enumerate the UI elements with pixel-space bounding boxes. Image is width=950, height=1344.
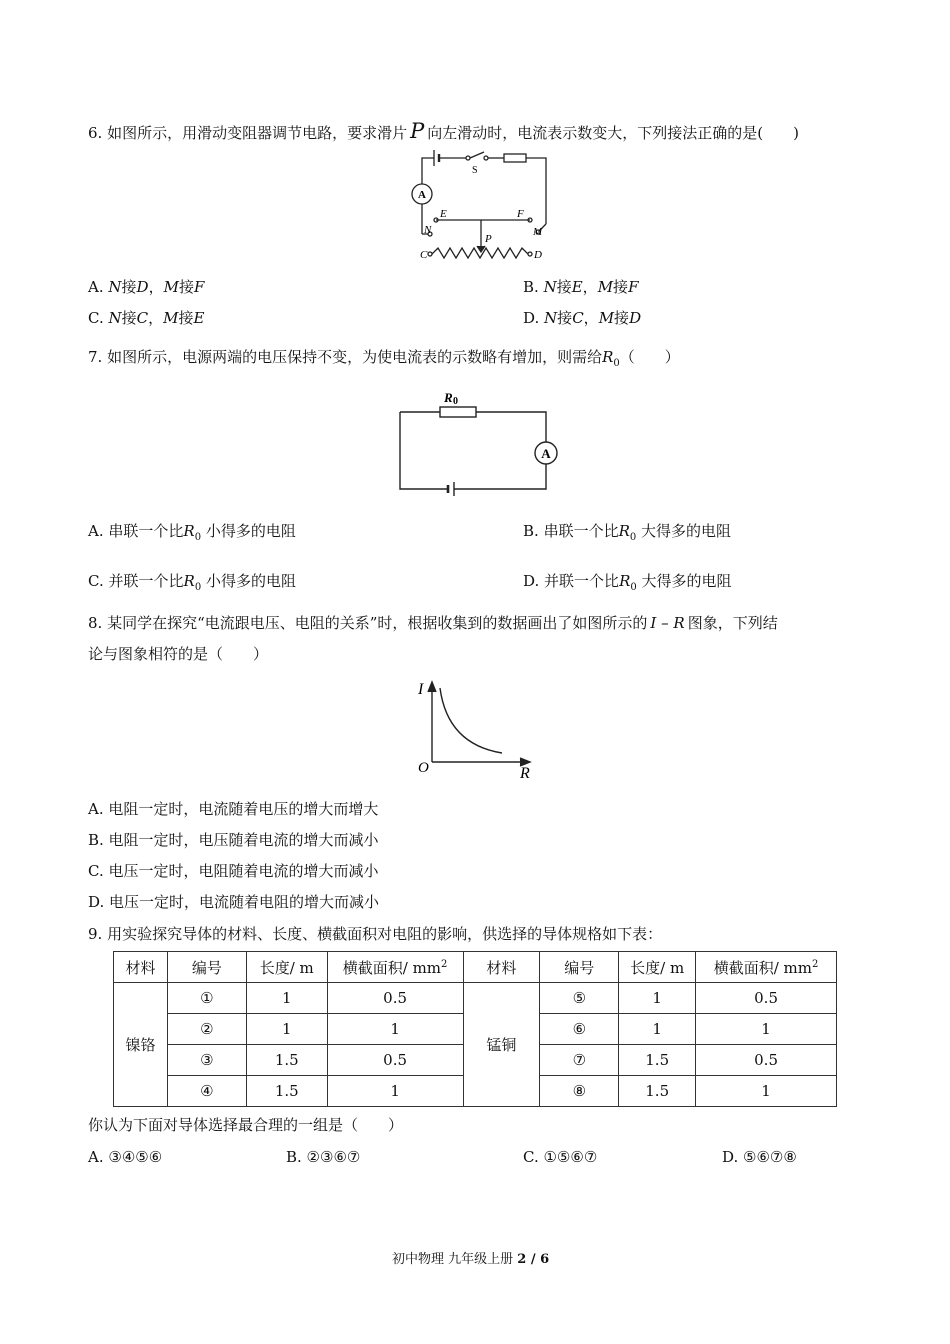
q8-stem-line2: 论与图象相符的是（ ） bbox=[88, 645, 269, 663]
material-manganin: 锰铜 bbox=[463, 983, 540, 1107]
table-row bbox=[114, 983, 837, 1014]
q8-option-d[interactable]: D. 电压一定时，电流随着电阻的增大而减小 bbox=[88, 893, 380, 911]
q6-fig-c: C bbox=[420, 249, 428, 261]
q7-circuit-figure bbox=[396, 388, 566, 498]
cell-area: 0.5 bbox=[696, 1045, 837, 1076]
q6-circuit-figure bbox=[408, 150, 548, 262]
q8-option-a[interactable]: A. 电阻一定时，电流随着电压的增大而增大 bbox=[88, 800, 379, 818]
cell-length: 1 bbox=[246, 983, 327, 1014]
q9-option-a[interactable]: A. ③④⑤⑥ bbox=[88, 1148, 163, 1166]
q6-fig-p: P bbox=[485, 233, 492, 245]
cell-area: 0.5 bbox=[327, 1045, 463, 1076]
header-no-2: 编号 bbox=[540, 952, 619, 983]
q7-fig-r-sub: 0 bbox=[453, 396, 458, 407]
header-material-2: 材料 bbox=[463, 952, 540, 983]
cell-area: 0.5 bbox=[696, 983, 837, 1014]
page-footer: 初中物理 九年级上册 2 / 6 bbox=[392, 1252, 550, 1267]
cell-length: 1 bbox=[619, 1014, 696, 1045]
q7-fig-ammeter: A bbox=[541, 446, 551, 461]
q6-option-a[interactable]: A. N接D，M接F bbox=[88, 278, 205, 296]
cell-area: 0.5 bbox=[327, 983, 463, 1014]
q6-fig-d: D bbox=[534, 249, 542, 261]
q8-option-b[interactable]: B. 电阻一定时，电压随着电流的增大而减小 bbox=[88, 831, 379, 849]
q6-fig-switch: S bbox=[472, 165, 478, 176]
cell-area: 1 bbox=[696, 1076, 837, 1107]
q8-curve bbox=[440, 688, 502, 753]
cell-length: 1.5 bbox=[246, 1045, 327, 1076]
q9-option-d[interactable]: D. ⑤⑥⑦⑧ bbox=[722, 1148, 797, 1166]
cell-no: ⑥ bbox=[540, 1014, 619, 1045]
q8-stem-line1: 8. 某同学在探究“电流跟电压、电阻的关系”时，根据收集到的数据画出了如图所示的 I – R 图象，下列结 bbox=[88, 614, 778, 632]
cell-length: 1 bbox=[619, 983, 696, 1014]
header-material: 材料 bbox=[114, 952, 168, 983]
q8-origin: O bbox=[418, 760, 429, 776]
cell-area: 1 bbox=[327, 1014, 463, 1045]
header-length: 长度/ m bbox=[246, 952, 327, 983]
cell-no: ④ bbox=[167, 1076, 246, 1107]
page-number: 2 / 6 bbox=[517, 1252, 550, 1267]
q8-graph bbox=[414, 678, 534, 782]
cell-area: 1 bbox=[696, 1014, 837, 1045]
table-header-row bbox=[114, 952, 837, 983]
q7-stem: 7. 如图所示，电源两端的电压保持不变，为使电流表的示数略有增加，则需给$R_0$（ ） bbox=[88, 348, 680, 369]
q8-xlabel: R bbox=[520, 765, 530, 782]
q9-spec-table bbox=[113, 951, 837, 1107]
q6-option-c[interactable]: C. N接C，M接E bbox=[88, 309, 205, 327]
q7-fig-r: R bbox=[444, 390, 453, 405]
header-area: 横截面积/ $mm^2$ bbox=[327, 952, 463, 983]
header-length-2: 长度/ m bbox=[619, 952, 696, 983]
q6-stem: 6. 如图所示，用滑动变阻器调节电路，要求滑片 P 向左滑动时，电流表示数变大，下列接法正确的是( ) bbox=[88, 119, 799, 143]
q9-option-c[interactable]: C. ①⑤⑥⑦ bbox=[523, 1148, 598, 1166]
q6-fig-f: F bbox=[517, 208, 524, 220]
cell-area: 1 bbox=[327, 1076, 463, 1107]
q7-option-d[interactable]: D. 并联一个比$R_0$ 大得多的电阻 bbox=[523, 572, 732, 593]
q6-stem-p: P bbox=[410, 119, 425, 143]
cell-no: ⑤ bbox=[540, 983, 619, 1014]
cell-no: ⑦ bbox=[540, 1045, 619, 1076]
cell-length: 1 bbox=[246, 1014, 327, 1045]
q6-option-b[interactable]: B. N接E，M接F bbox=[523, 278, 639, 296]
q7-option-c[interactable]: C. 并联一个比$R_0$ 小得多的电阻 bbox=[88, 572, 296, 593]
cell-length: 1.5 bbox=[619, 1076, 696, 1107]
cell-length: 1.5 bbox=[619, 1045, 696, 1076]
q9-question: 你认为下面对导体选择最合理的一组是（ ） bbox=[88, 1116, 404, 1134]
cell-no: ② bbox=[167, 1014, 246, 1045]
q8-ylabel: I bbox=[418, 681, 424, 698]
q6-fig-n: N bbox=[424, 224, 432, 236]
q6-fig-m: M bbox=[533, 226, 543, 238]
cell-no: ③ bbox=[167, 1045, 246, 1076]
q7-option-a[interactable]: A. 串联一个比$R_0$ 小得多的电阻 bbox=[88, 522, 296, 543]
cell-no: ① bbox=[167, 983, 246, 1014]
header-no: 编号 bbox=[167, 952, 246, 983]
q6-fig-e: E bbox=[440, 208, 447, 220]
cell-no: ⑧ bbox=[540, 1076, 619, 1107]
cell-length: 1.5 bbox=[246, 1076, 327, 1107]
q9-option-b[interactable]: B. ②③⑥⑦ bbox=[286, 1148, 361, 1166]
header-area-2: 横截面积/ $mm^2$ bbox=[696, 952, 837, 983]
material-nichrome: 镍铬 bbox=[114, 983, 168, 1107]
q6-option-d[interactable]: D. N接C，M接D bbox=[523, 309, 642, 327]
q6-fig-ammeter: A bbox=[418, 189, 426, 201]
q8-option-c[interactable]: C. 电压一定时，电阻随着电流的增大而减小 bbox=[88, 862, 379, 880]
q9-stem: 9. 用实验探究导体的材料、长度、横截面积对电阻的影响，供选择的导体规格如下表： bbox=[88, 925, 663, 943]
q7-option-b[interactable]: B. 串联一个比$R_0$ 大得多的电阻 bbox=[523, 522, 732, 543]
